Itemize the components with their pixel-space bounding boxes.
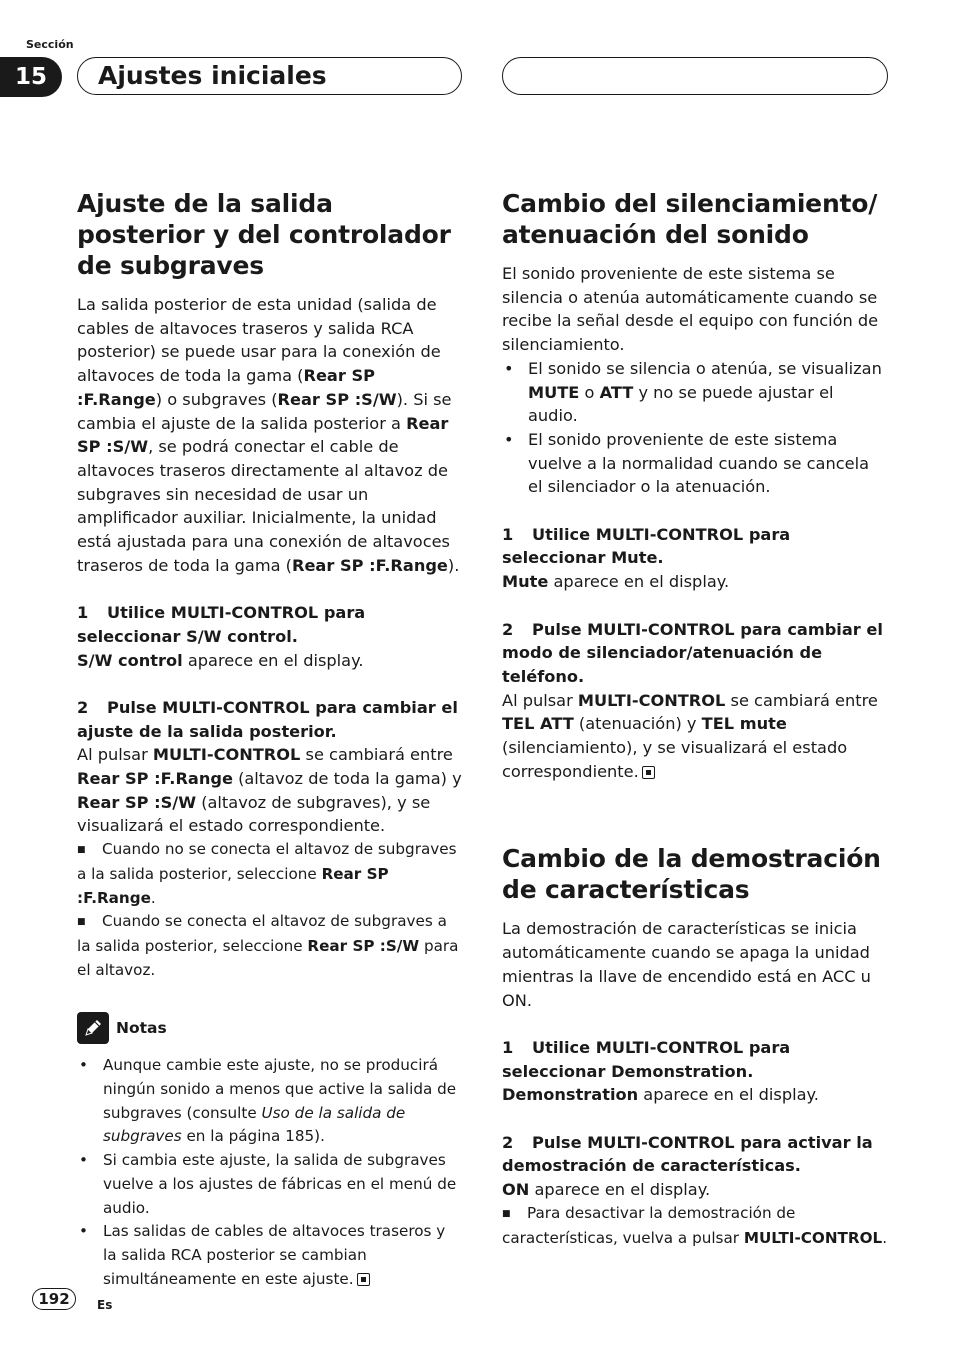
language-code: Es — [97, 1298, 113, 1312]
page-number: 192 — [32, 1288, 76, 1310]
notas-header — [77, 1012, 463, 1044]
mute-step-1-body: Mute aparece en el display. — [502, 572, 730, 592]
step-1-heading: 1 Utilice MULTI-CONTROL para seleccionar S/W control. — [77, 603, 366, 646]
list-item: • Aunque cambie este ajuste, no se producirá ningún sonido a menos que active la salida de subgraves (consulte Uso de la salida de subgraves en la página 185). — [77, 1054, 463, 1149]
section-number-tab: 15 — [0, 57, 62, 97]
demo-step-2-heading: 2 Pulse MULTI-CONTROL para activar la demostración de características. — [502, 1132, 873, 1176]
end-mark-icon — [357, 1273, 370, 1286]
seccion-label: Sección — [26, 38, 74, 51]
list-item: • El sonido proveniente de este sistema vuelve a la normalidad cuando se cancela el silenciador o la atenuación. — [502, 428, 888, 499]
pencil-icon — [77, 1012, 109, 1044]
square-note: ■ Cuando no se conecta el altavoz de subgraves a la salida posterior, seleccione Rear SP :F.Range. — [77, 838, 463, 910]
mute-heading: Cambio del silenciamiento/ atenuación del sonido — [502, 189, 878, 249]
mute-step-2-body: Al pulsar MULTI-CONTROL se cambiará entre TEL ATT (atenuación) y TEL mute (silenciamiento), y se visualizará el estado correspondiente. — [502, 690, 878, 781]
demo-heading: Cambio de la demostración de características — [502, 844, 881, 905]
notas-label: Notas — [116, 1018, 167, 1037]
demo-step-1-heading: 1 Utilice MULTI-CONTROL para seleccionar Demonstration. — [502, 1037, 791, 1081]
mute-step-1-heading: 1 Utilice MULTI-CONTROL para seleccionar Mute. — [502, 524, 791, 568]
end-mark-icon — [642, 766, 655, 779]
step-2-heading: 2 Pulse MULTI-CONTROL para cambiar el ajuste de la salida posterior. — [77, 697, 458, 741]
list-item: • Si cambia este ajuste, la salida de subgraves vuelve a los ajustes de fábricas en el menú de audio. — [77, 1149, 463, 1220]
step-1-body: S/W control aparece en el display. — [77, 650, 364, 670]
rear-output-intro: La salida posterior de esta unidad (salida de cables de altavoces traseros y salida RCA posterior) se puede usar para la conexión de altavoces de toda la gama (Rear SP :F.Range) o subgraves (Rear SP :S/W). Si se cambia el ajuste de la salida posterior a Rear SP :S/W, se podrá conectar el cable de altavoces traseros directamente al altavoz de subgraves sin necesidad de usar un amplificador auxiliar. Inicialmente, la unidad está ajustada para una conexión de altavoces traseros de toda la gama (Rear SP :F.Range). — [77, 295, 460, 575]
square-note: ■ Para desactivar la demostración de características, vuelva a pulsar MULTI-CONTROL. — [502, 1202, 888, 1250]
mute-intro: El sonido proveniente de este sistema se silencia o atenúa automáticamente cuando se recibe la señal desde el equipo con función de silenciamiento. — [502, 264, 879, 355]
list-item: • El sonido se silencia o atenúa, se visualizan MUTE o ATT y no se puede ajustar el audio. — [502, 357, 888, 428]
section-title: Ajustes iniciales — [77, 57, 462, 95]
mute-step-2-heading: 2 Pulse MULTI-CONTROL para cambiar el modo de silenciador/atenuación de teléfono. — [502, 619, 883, 686]
step-2-body: Al pulsar MULTI-CONTROL se cambiará entre Rear SP :F.Range (altavoz de toda la gama) y Rear SP :S/W (altavoz de subgraves), y se visualizará el estado correspondiente. — [77, 745, 462, 836]
demo-intro: La demostración de características se inicia automáticamente cuando se apaga la unidad mientras la llave de encendido está en ACC u ON. — [502, 919, 871, 1010]
left-column — [77, 188, 463, 1291]
rear-output-heading: Ajuste de la salida posterior y del controlador de subgraves — [77, 189, 451, 280]
list-item: • Las salidas de cables de altavoces traseros y la salida RCA posterior se cambian simultáneamente en este ajuste. — [77, 1220, 463, 1291]
section-title-empty-pill — [502, 57, 888, 95]
demo-step-2-body: ON aparece en el display. — [502, 1180, 711, 1200]
demo-step-1-body: Demonstration aparece en el display. — [502, 1085, 819, 1105]
square-note: ■ Cuando se conecta el altavoz de subgraves a la salida posterior, seleccione Rear SP :S/W para el altavoz. — [77, 910, 463, 982]
right-column — [502, 188, 888, 1250]
notas-list — [77, 1054, 463, 1291]
mute-bullets — [502, 357, 888, 499]
